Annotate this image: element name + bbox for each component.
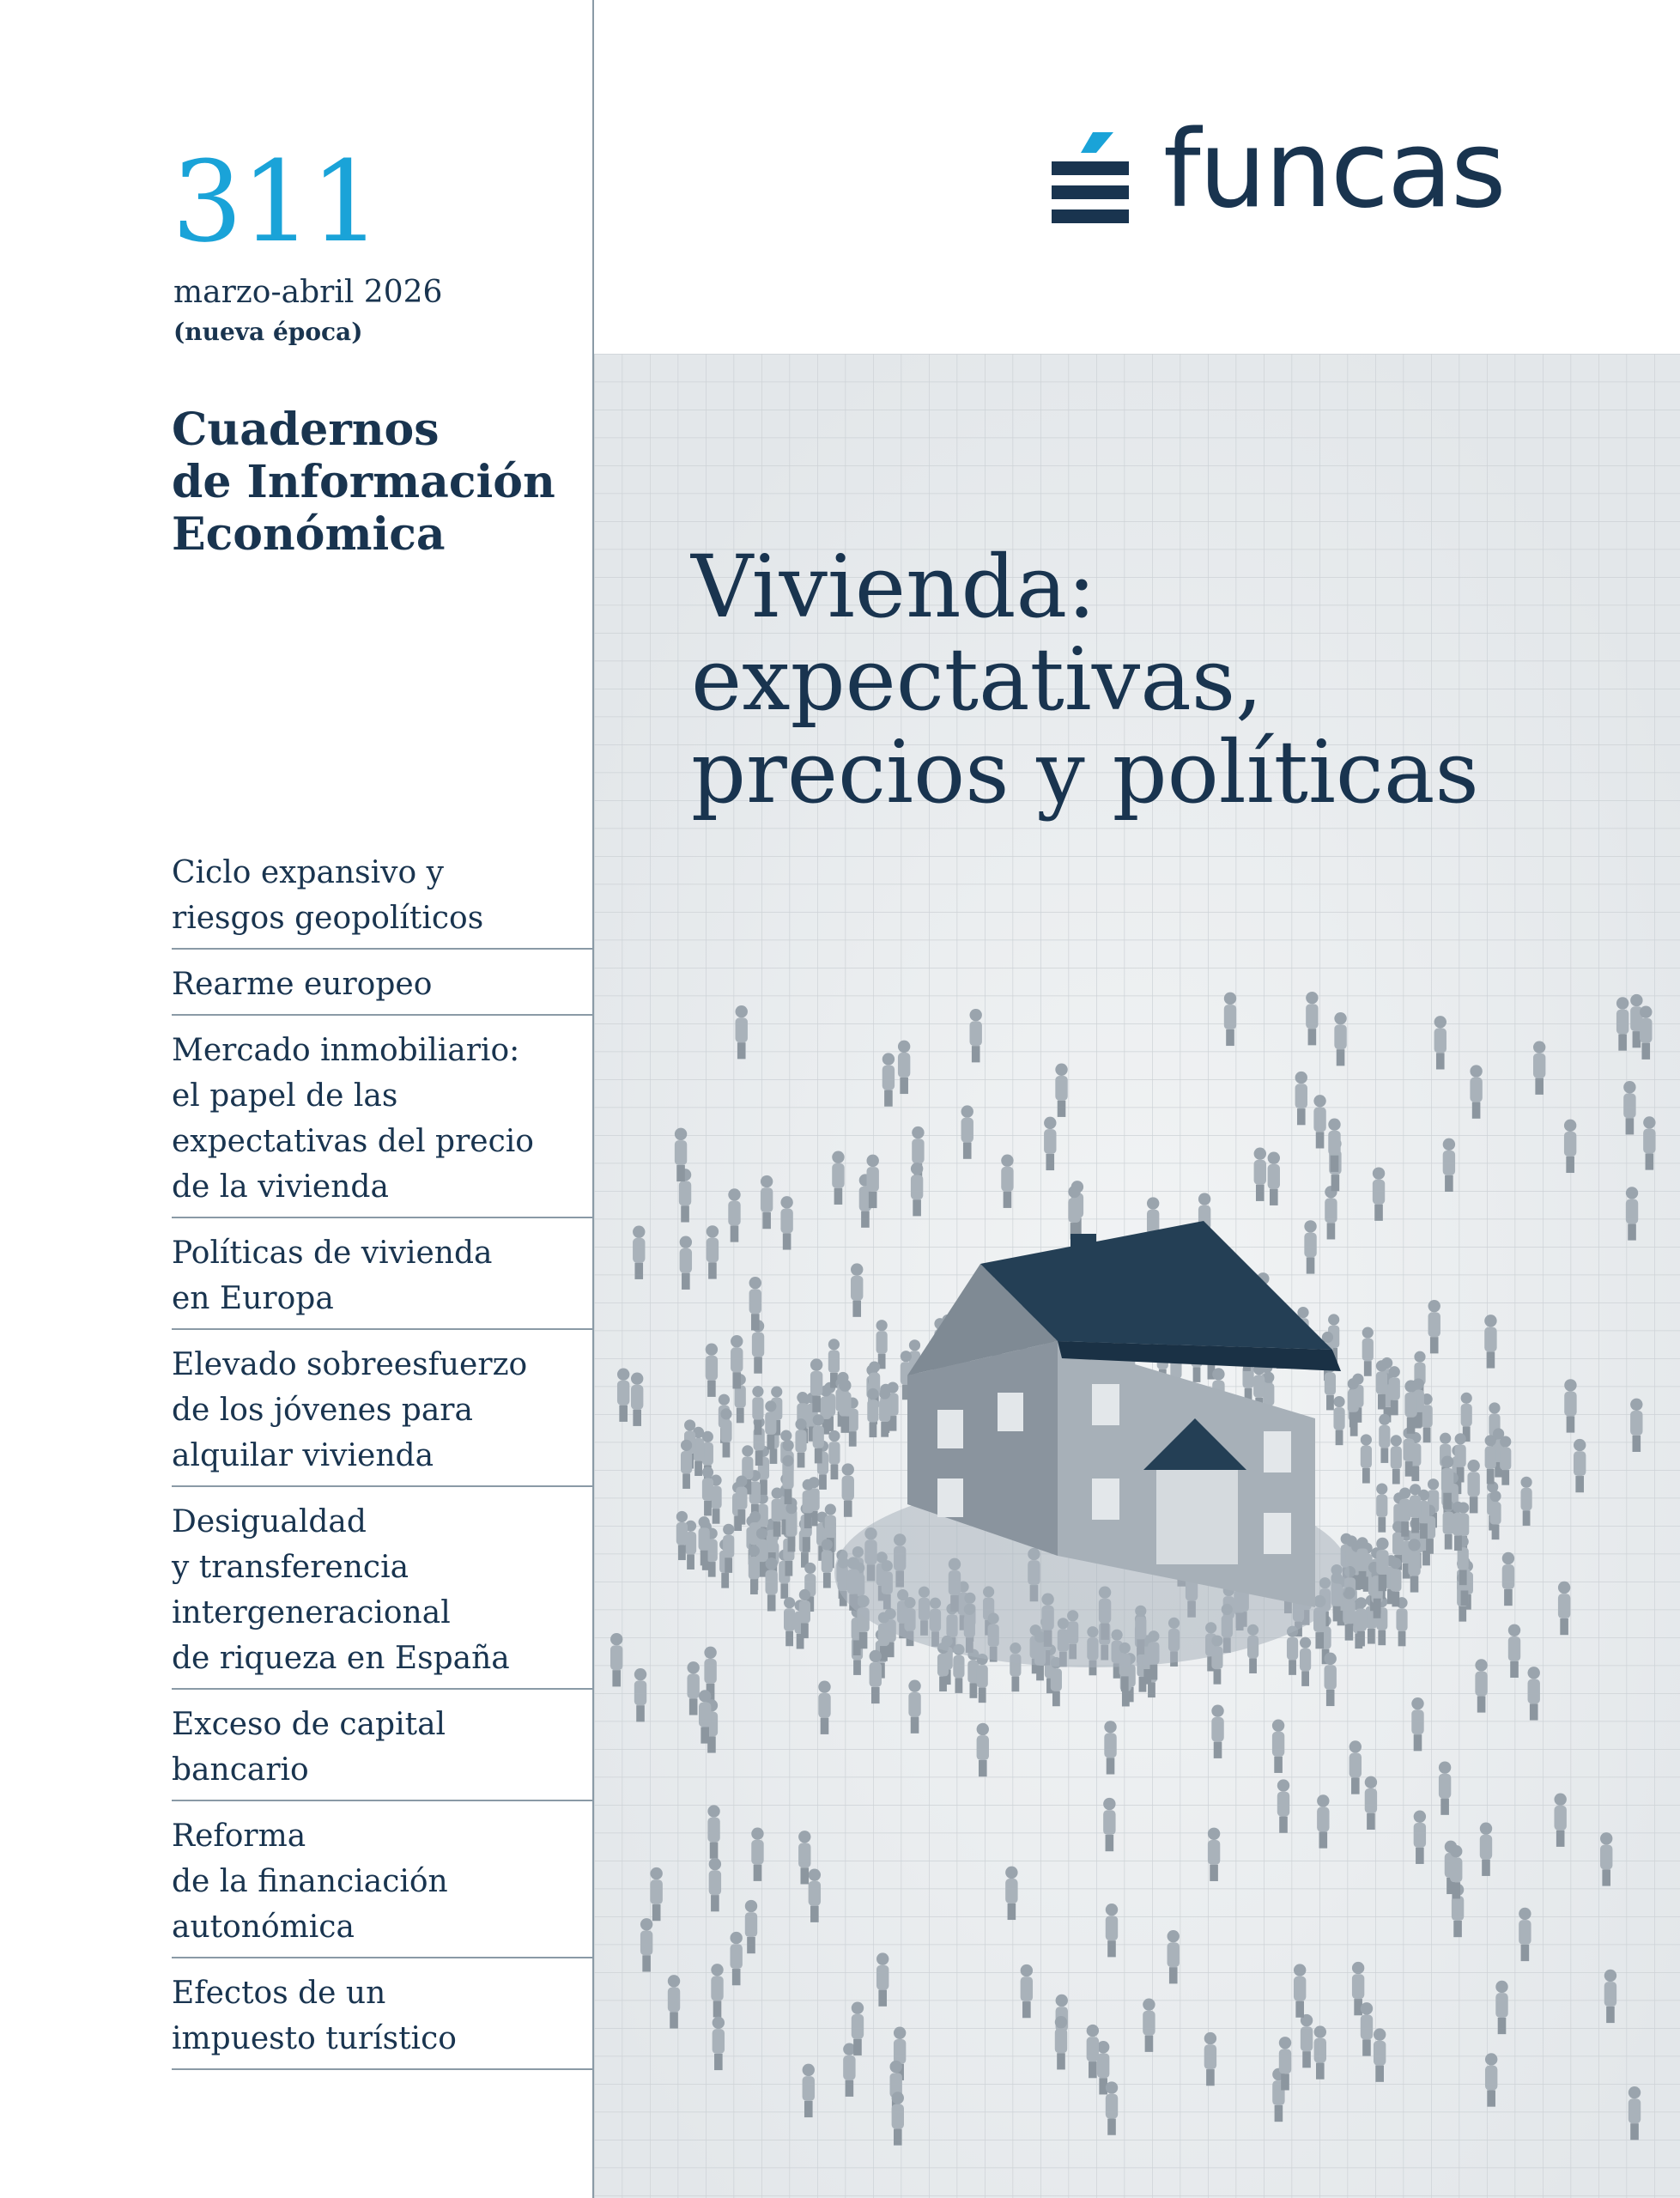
toc-line: Mercado inmobiliario: (172, 1033, 520, 1068)
toc-item (172, 1028, 592, 1218)
journal-title (172, 404, 555, 561)
toc-item (172, 962, 592, 1016)
toc-line: de la financiación (172, 1864, 448, 1899)
cover-title-line: Vivienda: (691, 537, 1096, 637)
toc-line: autonómica (172, 1910, 355, 1945)
issue-number: 311 (172, 137, 380, 267)
toc-item (172, 850, 592, 950)
toc-line: impuesto turístico (172, 2021, 457, 2056)
toc-line: de riqueza en España (172, 1641, 510, 1676)
cover-title-line: precios y políticas (691, 722, 1479, 823)
toc-line: Ciclo expansivo y (172, 855, 444, 890)
toc-item (172, 1230, 592, 1330)
toc-line: Rearme europeo (172, 967, 433, 1002)
toc-line: Desigualdad (172, 1504, 367, 1539)
toc-item (172, 1813, 592, 1958)
cover-title-line: expectativas, (691, 629, 1263, 730)
toc-item (172, 1702, 592, 1801)
journal-title-line: Económica (172, 508, 446, 561)
toc-line: Políticas de vivienda (172, 1236, 493, 1271)
issue-note: (nueva época) (173, 318, 363, 346)
toc-line: de los jóvenes para (172, 1393, 473, 1428)
toc-line: alquilar vivienda (172, 1438, 434, 1473)
toc-line: de la vivienda (172, 1169, 389, 1205)
issue-date: marzo-abril 2026 (173, 275, 443, 310)
journal-title-line: Cuadernos (172, 404, 440, 456)
toc-line: Reforma (172, 1819, 306, 1854)
brand-name: funcas (1163, 108, 1505, 232)
toc-line: intergeneracional (172, 1595, 451, 1630)
toc-line: Elevado sobreesfuerzo (172, 1347, 528, 1382)
toc-line: el papel de las (172, 1078, 398, 1114)
toc-item (172, 1499, 592, 1690)
journal-title-line: de Información (172, 456, 555, 508)
funcas-logo-icon (1052, 129, 1155, 232)
toc-item (172, 1970, 592, 2070)
toc-line: Exceso de capital (172, 1707, 446, 1742)
toc-line: bancario (172, 1752, 309, 1788)
toc-line: Efectos de un (172, 1976, 386, 2011)
cover-title (691, 537, 1479, 823)
funcas-logo (1052, 108, 1515, 232)
toc-line: expectativas del precio (172, 1124, 534, 1159)
table-of-contents (172, 850, 592, 2082)
toc-line: y transferencia (172, 1550, 409, 1585)
toc-line: en Europa (172, 1281, 334, 1316)
toc-line: riesgos geopolíticos (172, 901, 484, 936)
toc-item (172, 1342, 592, 1487)
